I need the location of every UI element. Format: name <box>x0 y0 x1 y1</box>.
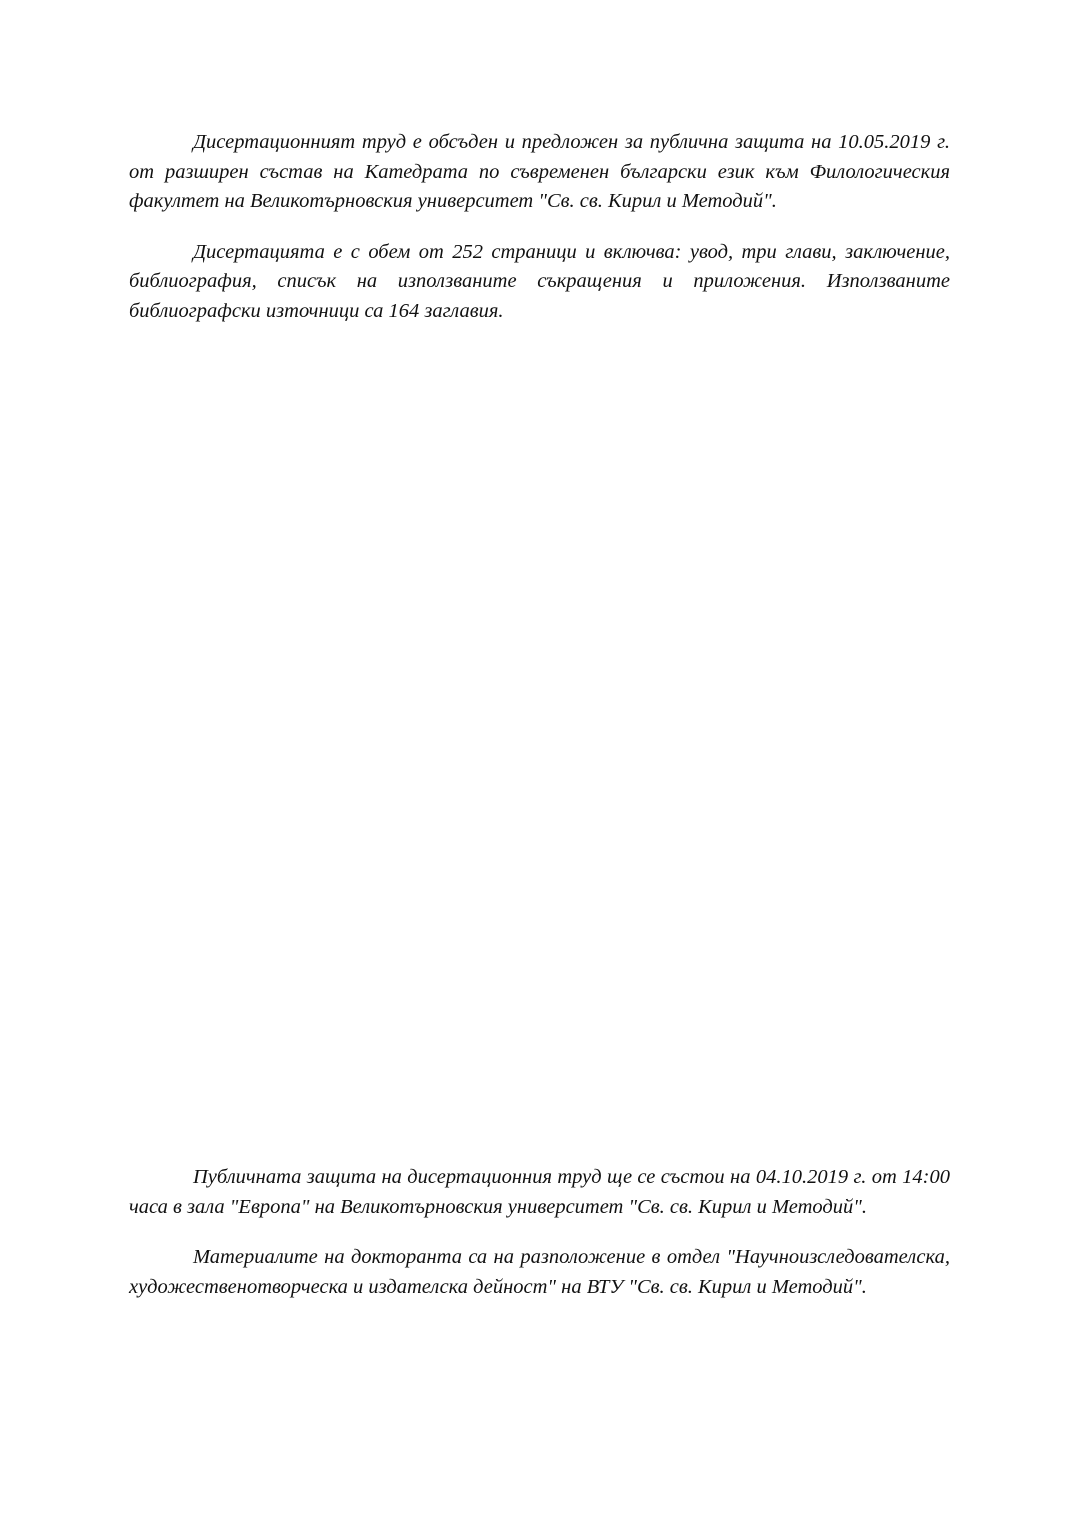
paragraph-public-defense: Публичната защита на дисертационния труд ще се състои на 04.10.2019 г. от 14:00 часа в зала "Европа" на Великотърновския университет "Св. св. Кирил и Методий". <box>129 1166 950 1218</box>
top-text-block <box>129 128 950 326</box>
paragraph-dissertation-volume: Дисертацията е с обем от 252 страници и включва: увод, три глави, заключение, библиография, списък на използваните съкращения и приложения. Използваните библиографски източници са 164 заглавия. <box>129 240 950 322</box>
paragraph-materials-availability: Материалите на докторанта са на разположение в отдел "Научноизследователска, художественотворческа и издателска дейност" на ВТУ "Св. св. Кирил и Методий". <box>129 1246 950 1298</box>
paragraph-dissertation-discussion: Дисертационният труд е обсъден и предложен за публична защита на 10.05.2019 г. от разширен състав на Катедрата по съвременен български език към Филологическия факултет на Великотърновския университет "Св. св. Кирил и Методий". <box>129 131 950 212</box>
bottom-text-block <box>129 1163 950 1302</box>
